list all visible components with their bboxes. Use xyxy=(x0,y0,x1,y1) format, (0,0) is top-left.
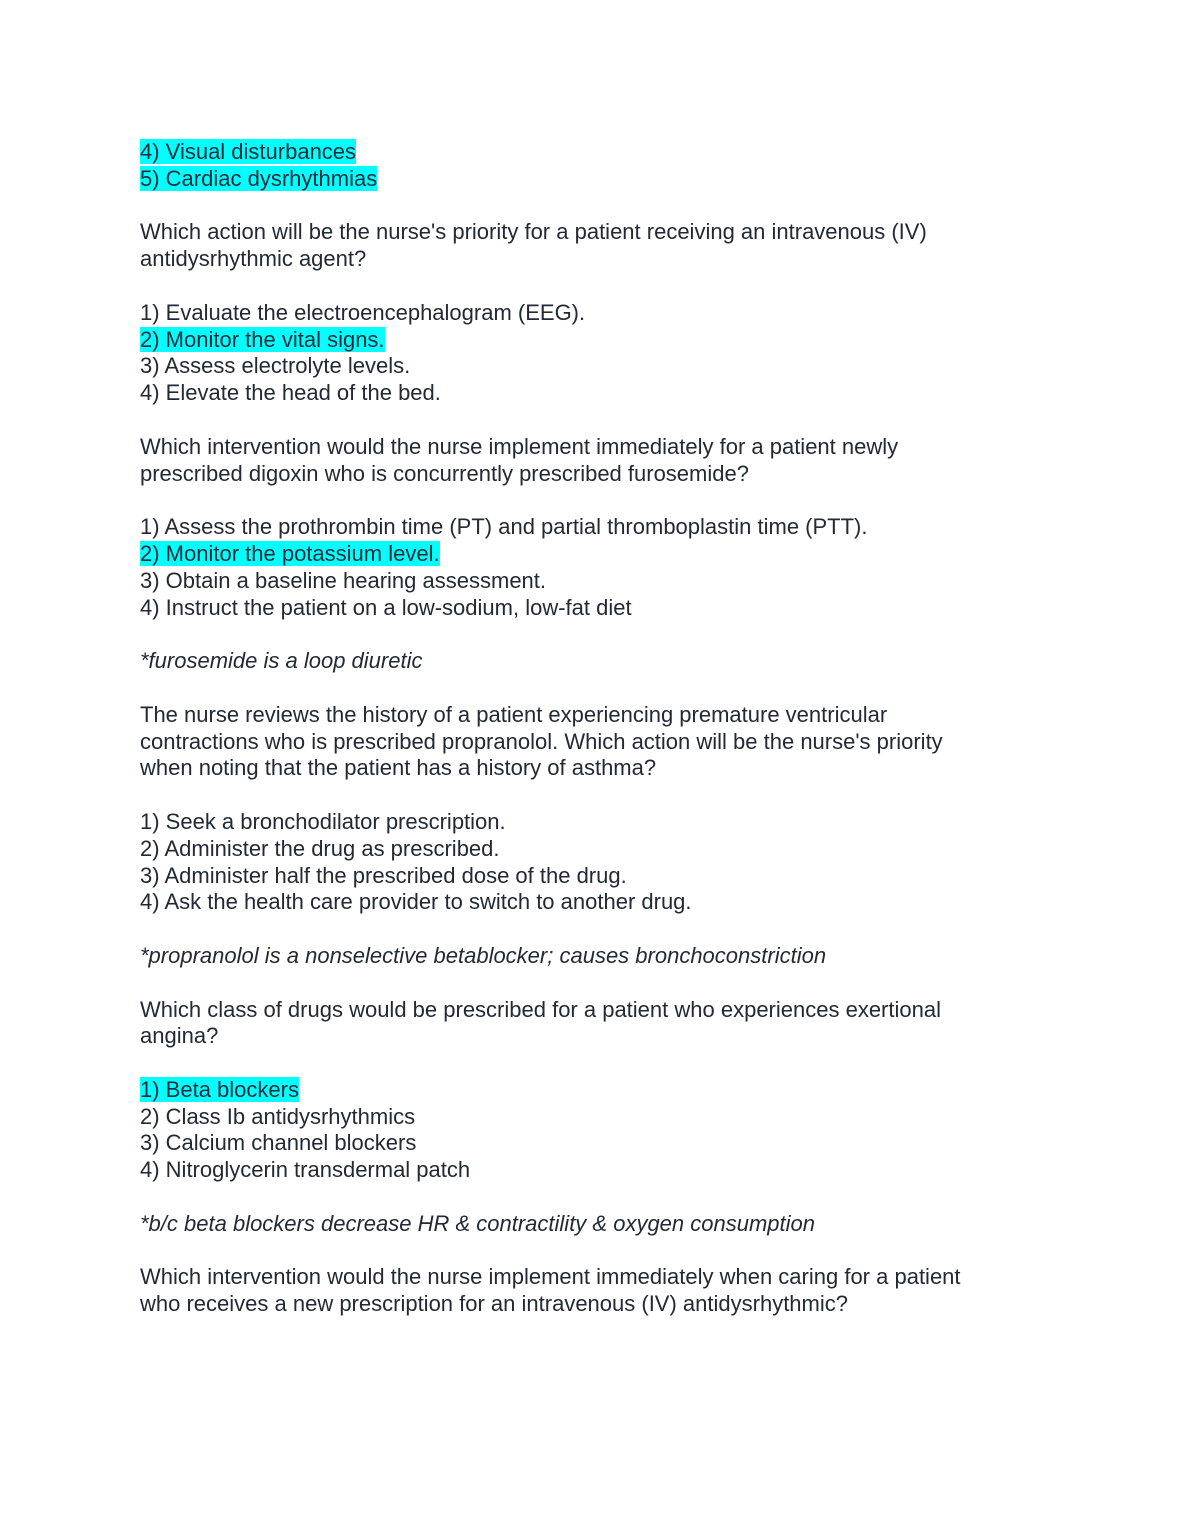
highlighted-answer: 2) Monitor the potassium level. xyxy=(140,540,440,566)
option-line: 2) Administer the drug as prescribed. xyxy=(140,835,500,861)
question-stem-line: antidysrhythmic agent? xyxy=(140,246,367,272)
option-line xyxy=(140,327,1040,354)
highlighted-answer: 4) Visual disturbances xyxy=(140,139,357,164)
option-line: 1) Assess the prothrombin time (PT) and partial thromboplastin time (PTT). xyxy=(140,514,868,540)
rationale-note: *b/c beta blockers decrease HR & contractility & oxygen consumption xyxy=(140,1210,815,1236)
highlighted-answer: 2) Monitor the vital signs. xyxy=(140,326,385,352)
option-line: 4) Nitroglycerin transdermal patch xyxy=(140,1157,471,1183)
rationale-note: *propranolol is a nonselective betablocker; causes bronchoconstriction xyxy=(140,942,827,968)
highlighted-answer: 1) Beta blockers xyxy=(140,1076,299,1102)
option-line: 4) Instruct the patient on a low-sodium, low-fat diet xyxy=(140,594,632,620)
option-line: 2) Class Ib antidysrhythmics xyxy=(140,1103,416,1129)
option-line xyxy=(140,139,1040,166)
option-line: 3) Assess electrolyte levels. xyxy=(140,353,411,379)
question-stem-line: Which class of drugs would be prescribed for a patient who experiences exertional xyxy=(140,996,941,1022)
option-line xyxy=(140,541,1040,568)
question-stem-line: Which action will be the nurse's priority for a patient receiving an intravenous (IV) xyxy=(140,219,927,245)
option-line: 1) Evaluate the electroencephalogram (EEG). xyxy=(140,299,586,325)
option-line: 4) Ask the health care provider to switch to another drug. xyxy=(140,889,692,915)
question-stem-line: Which intervention would the nurse implement immediately when caring for a patient xyxy=(140,1264,961,1290)
option-line: 3) Obtain a baseline hearing assessment. xyxy=(140,567,547,593)
rationale-note: *furosemide is a loop diuretic xyxy=(140,648,423,674)
question-stem-line: angina? xyxy=(140,1023,219,1049)
option-line: 1) Seek a bronchodilator prescription. xyxy=(140,808,506,834)
option-line: 3) Calcium channel blockers xyxy=(140,1130,417,1156)
question-stem-line: who receives a new prescription for an intravenous (IV) antidysrhythmic? xyxy=(140,1291,848,1317)
question-stem-line: contractions who is prescribed propranolol. Which action will be the nurse's priority xyxy=(140,728,943,754)
highlighted-answer: 5) Cardiac dysrhythmias xyxy=(140,165,378,191)
option-line xyxy=(140,1077,1040,1104)
question-stem-line: prescribed digoxin who is concurrently prescribed furosemide? xyxy=(140,460,749,486)
option-line xyxy=(140,166,1040,193)
question-stem-line: Which intervention would the nurse implement immediately for a patient newly xyxy=(140,433,899,459)
question-stem-line: The nurse reviews the history of a patient experiencing premature ventricular xyxy=(140,701,888,727)
question-stem-line: when noting that the patient has a history of asthma? xyxy=(140,755,657,781)
document-page xyxy=(140,139,1040,1318)
option-line: 3) Administer half the prescribed dose of the drug. xyxy=(140,862,627,888)
option-line: 4) Elevate the head of the bed. xyxy=(140,380,441,406)
